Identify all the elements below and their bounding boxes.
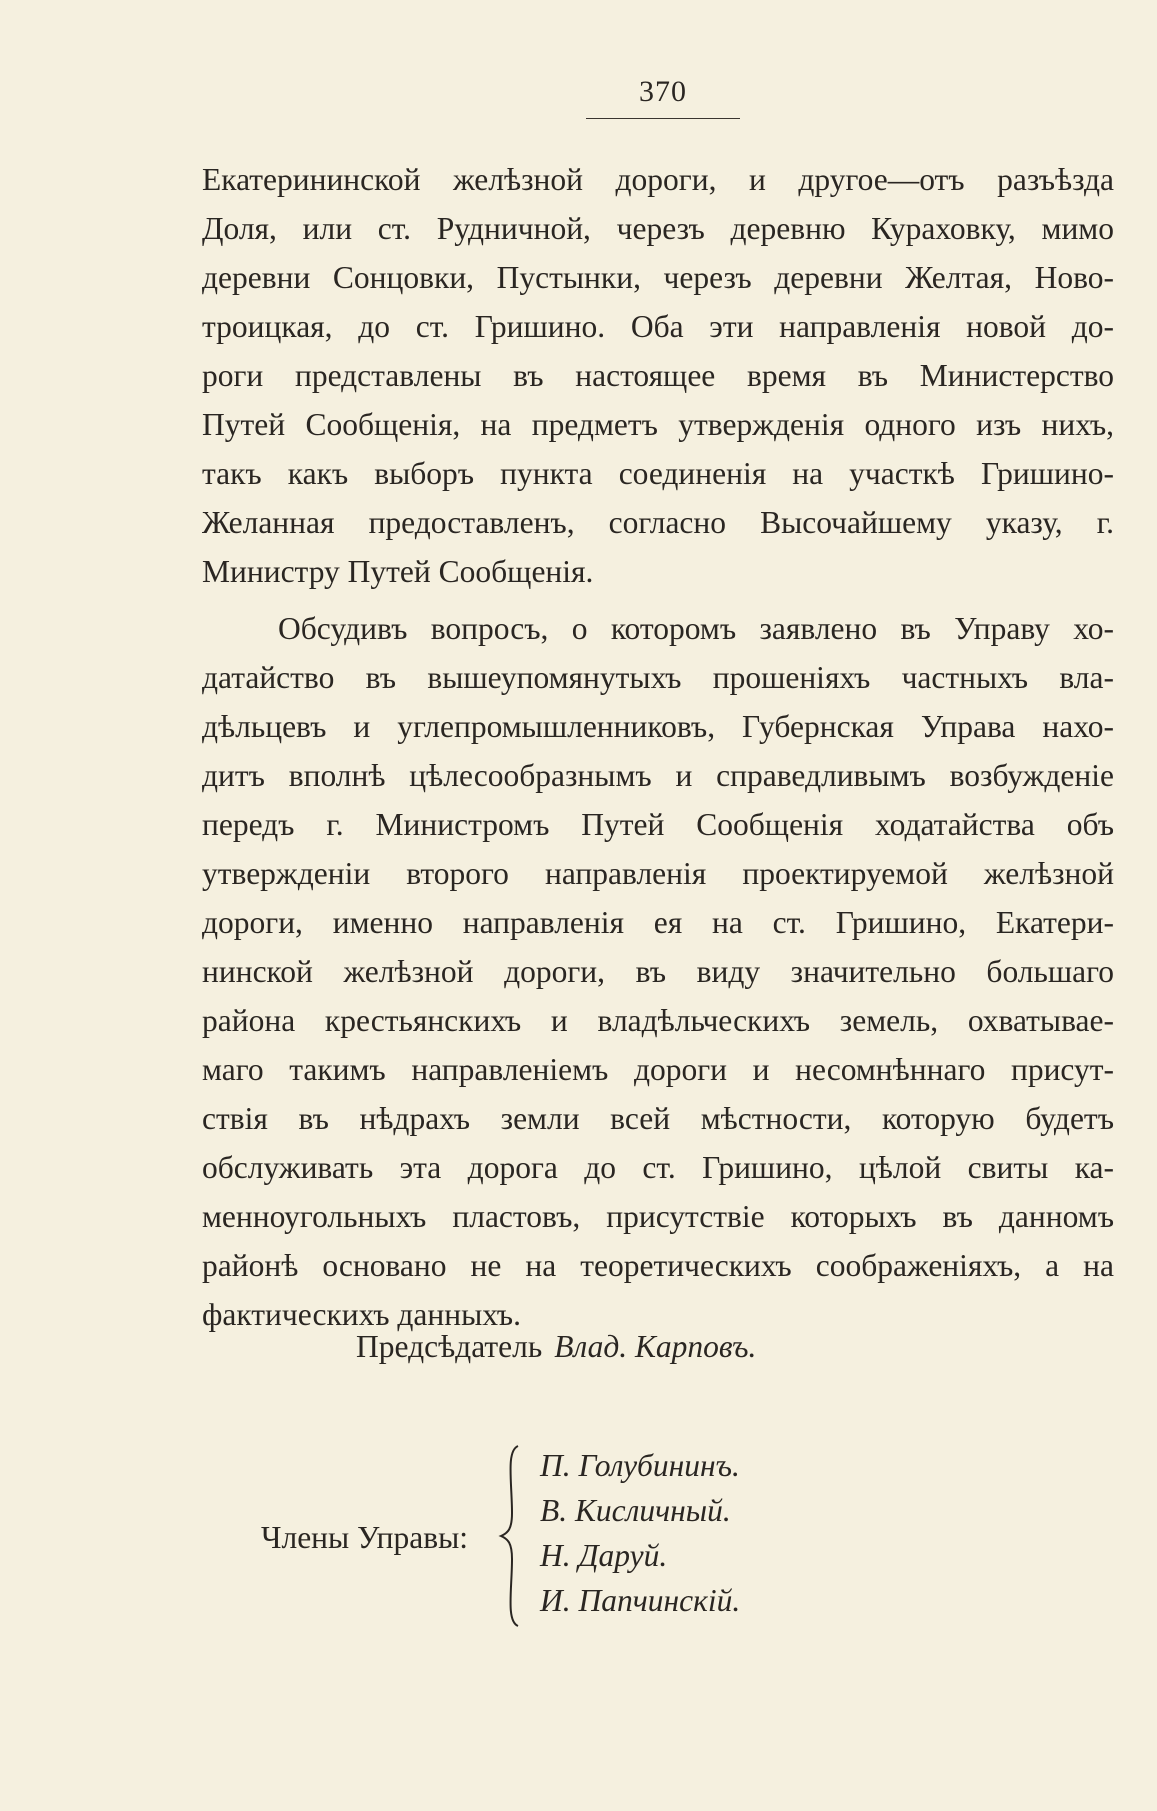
text-line: дороги, именно направленія ея на ст. Гришино, Екатери-: [202, 905, 1114, 940]
text-line: маго такимъ направленіемъ дороги и несомнѣннаго присут-: [202, 1052, 1114, 1087]
text-line: деревни Сонцовки, Пустынки, черезъ деревни Желтая, Ново-: [202, 260, 1114, 295]
chairman-name: Влад. Карповъ.: [554, 1329, 757, 1364]
page-number: 370: [639, 75, 687, 108]
chairman-title: Предсѣдатель: [356, 1329, 543, 1364]
member-name: В. Кисличный.: [540, 1493, 731, 1528]
text-line: фактическихъ данныхъ.: [202, 1297, 521, 1332]
text-line: менноугольныхъ пластовъ, присутствіе которыхъ въ данномъ: [202, 1199, 1114, 1234]
text-line: роги представлены въ настоящее время въ Министерство: [202, 358, 1114, 393]
text-line: Путей Сообщенія, на предметъ утвержденія одного изъ нихъ,: [202, 407, 1114, 442]
text-line: ствія въ нѣдрахъ земли всей мѣстности, которую будетъ: [202, 1101, 1114, 1136]
paragraph-1: [202, 155, 1114, 596]
paragraph-2: [202, 604, 1114, 1339]
text-line: Обсудивъ вопросъ, о которомъ заявлено въ Управу хо-: [278, 611, 1114, 646]
curly-brace-icon: [496, 1443, 526, 1629]
body-text: [202, 155, 1114, 1339]
text-line: обслуживать эта дорога до ст. Гришино, цѣлой свиты ка-: [202, 1150, 1114, 1185]
text-line: дитъ вполнѣ цѣлесообразнымъ и справедливымъ возбужденіе: [202, 758, 1114, 793]
member-name: Н. Даруй.: [540, 1538, 668, 1573]
text-line: Желанная предоставленъ, согласно Высочайшему указу, г.: [202, 505, 1114, 540]
text-line: датайство въ вышеупомянутыхъ прошеніяхъ частныхъ вла-: [202, 660, 1114, 695]
text-line: дѣльцевъ и углепромышленниковъ, Губернская Управа нахо-: [202, 709, 1114, 744]
text-line: утвержденіи второго направленія проектируемой желѣзной: [202, 856, 1114, 891]
text-line: передъ г. Министромъ Путей Сообщенія ходатайства объ: [202, 807, 1114, 842]
member-name: П. Голубининъ.: [540, 1448, 740, 1483]
page-number-rule: [586, 118, 740, 119]
text-line: районѣ основано не на теоретическихъ соображеніяхъ, а на: [202, 1248, 1114, 1283]
text-line: троицкая, до ст. Гришино. Оба эти направленія новой до-: [202, 309, 1114, 344]
members-list: [540, 1443, 740, 1623]
text-line: Министру Путей Сообщенія.: [202, 554, 594, 589]
text-line: Екатерининской желѣзной дороги, и другое—отъ разъѣзда: [202, 162, 1114, 197]
text-line: Доля, или ст. Рудничной, черезъ деревню Кураховку, мимо: [202, 211, 1114, 246]
text-line: нинской желѣзной дороги, въ виду значительно большаго: [202, 954, 1114, 989]
members-label: Члены Управы:: [261, 1520, 468, 1555]
paragraph-gap: [202, 596, 1114, 604]
text-line: района крестьянскихъ и владѣльческихъ земель, охватывае-: [202, 1003, 1114, 1038]
member-name: И. Папчинскій.: [540, 1583, 741, 1618]
chairman-signature: [356, 1322, 756, 1371]
text-line: такъ какъ выборъ пункта соединенія на участкѣ Гришино-: [202, 456, 1114, 491]
